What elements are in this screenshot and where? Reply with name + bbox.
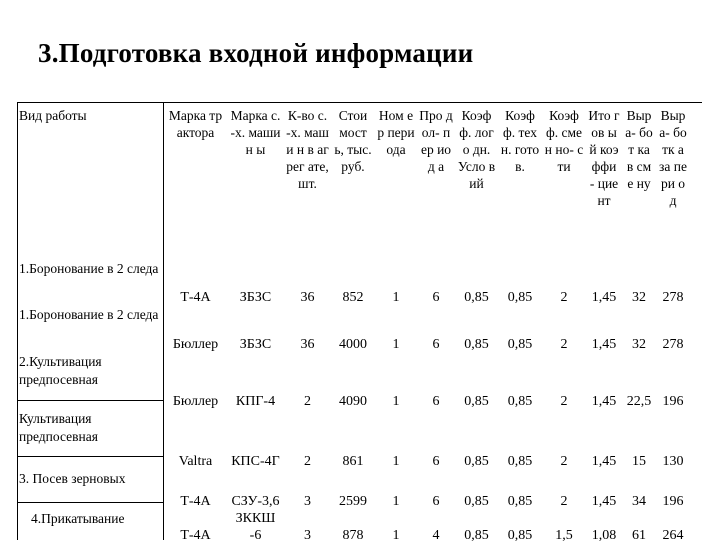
cell-cost: 2599	[339, 494, 367, 509]
cell-period-number: 1	[392, 394, 400, 409]
header-work-type: Вид работы	[19, 108, 87, 123]
table-row	[17, 353, 690, 410]
header-period-number: Ном ер пери ода	[377, 108, 415, 157]
cell-period-length: 6	[432, 494, 440, 509]
row-divider	[17, 456, 163, 457]
table-row	[17, 510, 690, 544]
cell-period-length: 6	[432, 394, 440, 409]
header-output-shift: Выр а- бот ка в сме ну	[625, 108, 653, 191]
header-machine-brand: Марка с.-х. машин ы	[230, 108, 281, 157]
cell-total-coef: 1,45	[591, 454, 617, 469]
header-shift-coef: Коэф ф. смен но- сти	[544, 108, 584, 174]
cell-cost: 4000	[339, 337, 367, 352]
cell-total-coef: 1,45	[591, 394, 617, 409]
cell-conditions-coef: 0,85	[464, 528, 489, 543]
cell-count: 36	[300, 337, 315, 352]
header-machine-count: К-во с.-х. маши н в агрег ате, шт.	[286, 108, 329, 191]
cell-conditions-coef: 0,85	[464, 337, 489, 352]
cell-shift-coef: 2	[560, 494, 568, 509]
cell-output-period: 130	[662, 454, 684, 469]
cell-machine: КПГ-4	[235, 394, 276, 409]
cell-work-type: 4.Прикатывание	[31, 511, 125, 526]
header-readiness-coef: Коэф ф. техн. готов.	[500, 108, 540, 174]
cell-output-shift: 32	[632, 337, 646, 352]
cell-total-coef: 1,08	[591, 528, 617, 543]
cell-readiness-coef: 0,85	[507, 290, 533, 305]
cell-tractor: Т-4А	[180, 494, 211, 509]
cell-output-period: 196	[662, 394, 684, 409]
cell-readiness-coef: 0,85	[507, 528, 533, 543]
cell-output-shift: 22,5	[626, 394, 652, 409]
cell-machine: СЗУ-3,6	[231, 494, 280, 509]
table-header-row	[17, 107, 690, 260]
cell-total-coef: 1,45	[591, 337, 617, 352]
header-total-coef: Ито гов ый коэ ффи - цие нт	[588, 108, 620, 208]
cell-tractor: Бюллер	[172, 337, 219, 352]
cell-shift-coef: 2	[560, 454, 568, 469]
cell-readiness-coef: 0,85	[507, 394, 533, 409]
cell-period-number: 1	[392, 494, 400, 509]
table-row	[17, 470, 690, 510]
cell-readiness-coef: 0,85	[507, 337, 533, 352]
cell-count: 36	[300, 290, 315, 305]
cell-count: 2	[304, 394, 311, 409]
slide-title: 3.Подготовка входной информации	[38, 38, 474, 68]
cell-readiness-coef: 0,85	[507, 454, 533, 469]
cell-count: 3	[304, 528, 311, 543]
row-divider	[17, 400, 163, 401]
header-conditions-coef: Коэф ф. лого дн. Усло вий	[457, 108, 496, 191]
cell-output-period: 278	[662, 337, 684, 352]
table-top-border	[17, 102, 702, 103]
cell-output-shift: 32	[632, 290, 646, 305]
cell-period-number: 1	[392, 454, 400, 469]
cell-tractor: Т-4А	[180, 528, 211, 543]
cell-cost: 852	[342, 290, 364, 305]
cell-shift-coef: 2	[560, 290, 568, 305]
input-data-table	[17, 107, 690, 544]
header-period-length: Про дол- пер иод а	[419, 108, 453, 174]
cell-work-type: 2.Культивация предпосевная	[19, 354, 102, 387]
first-column-divider	[163, 102, 164, 540]
cell-conditions-coef: 0,85	[464, 394, 489, 409]
cell-cost: 861	[342, 454, 364, 469]
cell-period-length: 4	[432, 528, 440, 543]
cell-tractor: Valtra	[178, 454, 213, 469]
cell-machine: ЗБЗС	[239, 290, 272, 305]
cell-period-length: 6	[432, 290, 440, 305]
cell-period-number: 1	[392, 337, 400, 352]
table-row	[17, 410, 690, 470]
cell-output-shift: 34	[632, 494, 646, 509]
row-divider	[17, 502, 163, 503]
cell-count: 2	[304, 454, 311, 469]
cell-work-type: 3. Посев зерновых	[19, 471, 126, 486]
cell-shift-coef: 2	[560, 394, 568, 409]
cell-machine: ЗККШ -6	[235, 511, 276, 543]
cell-conditions-coef: 0,85	[464, 454, 489, 469]
header-tractor-brand: Марка трактора	[168, 108, 223, 140]
cell-conditions-coef: 0,85	[464, 290, 489, 305]
cell-shift-coef: 1,5	[555, 528, 573, 543]
cell-total-coef: 1,45	[591, 290, 617, 305]
cell-output-period: 196	[662, 494, 684, 509]
table-row	[17, 260, 690, 306]
header-cost: Стои мост ь, тыс. руб.	[334, 108, 372, 174]
cell-cost: 878	[342, 528, 364, 543]
cell-period-number: 1	[392, 290, 400, 305]
cell-output-shift: 15	[632, 454, 646, 469]
cell-tractor: Т-4А	[180, 290, 211, 305]
cell-conditions-coef: 0,85	[464, 494, 489, 509]
cell-shift-coef: 2	[560, 337, 568, 352]
cell-output-shift: 61	[632, 528, 646, 543]
cell-tractor: Бюллер	[172, 394, 219, 409]
table-row	[17, 306, 690, 353]
cell-cost: 4090	[339, 394, 367, 409]
cell-readiness-coef: 0,85	[507, 494, 533, 509]
cell-machine: ЗБЗС	[239, 337, 272, 352]
cell-output-period: 278	[662, 290, 684, 305]
cell-period-number: 1	[392, 528, 400, 543]
cell-period-length: 6	[432, 337, 440, 352]
cell-period-length: 6	[432, 454, 440, 469]
cell-output-period: 264	[662, 528, 684, 543]
cell-total-coef: 1,45	[591, 494, 617, 509]
header-output-period: Выр а- ботк а за пери од	[659, 108, 687, 208]
cell-work-type: 1.Боронование в 2 следа	[19, 261, 159, 276]
cell-count: 3	[304, 494, 311, 509]
cell-work-type: 1.Боронование в 2 следа	[19, 307, 159, 322]
table-left-border	[17, 102, 18, 540]
cell-machine: КПС-4Г	[231, 454, 280, 469]
cell-work-type: Культивация предпосевная	[19, 411, 98, 444]
